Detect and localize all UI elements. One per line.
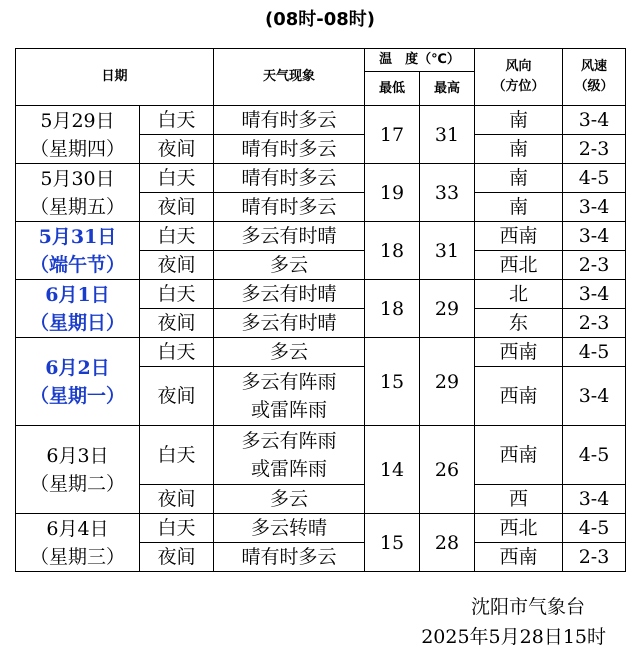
- period-cell: 夜间: [140, 135, 214, 164]
- weekday-label: （星期二）: [29, 472, 125, 495]
- weather-cell: 多云有时晴: [214, 309, 365, 338]
- period-cell: 夜间: [140, 309, 214, 338]
- weather-text-line1: 多云有阵雨: [241, 430, 337, 452]
- wind-direction-cell: 西北: [475, 514, 563, 543]
- wind-direction-cell: 南: [475, 164, 563, 193]
- weather-cell: 多云: [214, 338, 365, 367]
- temp-high-cell: 31: [420, 222, 475, 280]
- temp-low-cell: 18: [365, 222, 420, 280]
- date-label: 6月3日: [46, 444, 109, 467]
- wind-direction-cell: 西: [475, 485, 563, 514]
- period-cell: 白天: [140, 280, 214, 309]
- weather-cell: 晴有时多云: [214, 135, 365, 164]
- weekday-label: （星期日）: [29, 311, 125, 334]
- forecast-table: [15, 48, 626, 572]
- temp-high-cell: 31: [420, 106, 475, 164]
- weather-cell: 晴有时多云: [214, 543, 365, 572]
- table-row: [16, 280, 626, 309]
- temp-high-cell: 29: [420, 338, 475, 426]
- header-wind-speed-label: 风速: [581, 59, 608, 74]
- wind-speed-cell: 2-3: [563, 135, 626, 164]
- header-temp-low: 最低: [365, 72, 420, 106]
- table-row: [16, 222, 626, 251]
- temp-high-cell: 26: [420, 426, 475, 514]
- wind-speed-cell: 2-3: [563, 251, 626, 280]
- wind-speed-cell: 3-4: [563, 222, 626, 251]
- period-cell: 夜间: [140, 251, 214, 280]
- period-cell: 白天: [140, 426, 214, 485]
- date-cell: [16, 280, 140, 338]
- date-label: 5月29日: [40, 109, 115, 132]
- temp-low-cell: 18: [365, 280, 420, 338]
- issuing-office: 沈阳市气象台: [470, 596, 585, 618]
- wind-speed-cell: 3-4: [563, 106, 626, 135]
- header-weather: 天气现象: [214, 49, 365, 106]
- weather-text-line2: 或雷阵雨: [251, 458, 328, 480]
- weather-cell: 多云: [214, 251, 365, 280]
- weekday-label: （星期三）: [29, 545, 125, 568]
- temp-low-cell: 19: [365, 164, 420, 222]
- date-cell: [16, 426, 140, 514]
- period-cell: 白天: [140, 338, 214, 367]
- weather-cell: [214, 426, 365, 485]
- wind-direction-cell: 西南: [475, 543, 563, 572]
- wind-speed-cell: 2-3: [563, 309, 626, 338]
- weekday-label: （星期五）: [29, 195, 125, 218]
- wind-speed-cell: 2-3: [563, 543, 626, 572]
- wind-speed-cell: 3-4: [563, 485, 626, 514]
- date-cell: [16, 514, 140, 572]
- date-label: 6月1日: [45, 283, 110, 306]
- weather-cell: 多云有时晴: [214, 280, 365, 309]
- period-cell: 白天: [140, 222, 214, 251]
- temp-high-cell: 28: [420, 514, 475, 572]
- weather-text-line2: 或雷阵雨: [251, 399, 328, 421]
- table-row: [16, 106, 626, 135]
- temp-high-cell: 29: [420, 280, 475, 338]
- date-label: 6月2日: [45, 356, 110, 379]
- wind-speed-cell: 4-5: [563, 514, 626, 543]
- wind-direction-cell: 东: [475, 309, 563, 338]
- wind-speed-cell: 4-5: [563, 338, 626, 367]
- wind-speed-cell: 4-5: [563, 164, 626, 193]
- header-wind-direction-label: 风向: [505, 59, 532, 74]
- date-cell: [16, 338, 140, 426]
- header-wind-speed: [563, 49, 626, 106]
- temp-low-cell: 17: [365, 106, 420, 164]
- wind-direction-cell: 北: [475, 280, 563, 309]
- temp-low-cell: 14: [365, 426, 420, 514]
- header-wind-direction-unit: （方位）: [492, 79, 545, 94]
- wind-speed-cell: 3-4: [563, 280, 626, 309]
- date-label: 5月31日: [38, 225, 117, 248]
- wind-direction-cell: 南: [475, 135, 563, 164]
- date-label: 6月4日: [46, 517, 109, 540]
- period-cell: 夜间: [140, 485, 214, 514]
- temp-low-cell: 15: [365, 514, 420, 572]
- wind-direction-cell: 西南: [475, 338, 563, 367]
- wind-direction-cell: 西南: [475, 367, 563, 426]
- temp-low-cell: 15: [365, 338, 420, 426]
- temp-high-cell: 33: [420, 164, 475, 222]
- weekday-label: （星期四）: [29, 137, 125, 160]
- weekday-label: （星期一）: [29, 384, 125, 407]
- date-cell: [16, 222, 140, 280]
- date-cell: [16, 164, 140, 222]
- date-label: 5月30日: [40, 167, 115, 190]
- table-title: (08时-08时): [264, 9, 376, 30]
- header-wind-direction: [475, 49, 563, 106]
- table-row: [16, 338, 626, 367]
- weather-cell: 晴有时多云: [214, 193, 365, 222]
- period-cell: 白天: [140, 164, 214, 193]
- issue-time: 2025年5月28日15时: [421, 626, 606, 648]
- header-temp-high: 最高: [420, 72, 475, 106]
- wind-speed-cell: 3-4: [563, 193, 626, 222]
- wind-direction-cell: 西北: [475, 251, 563, 280]
- header-temperature: 温 度（℃）: [365, 49, 475, 72]
- wind-direction-cell: 南: [475, 106, 563, 135]
- header-date: 日期: [16, 49, 214, 106]
- weather-cell: [214, 367, 365, 426]
- wind-direction-cell: 南: [475, 193, 563, 222]
- date-cell: [16, 106, 140, 164]
- wind-direction-cell: 西南: [475, 222, 563, 251]
- period-cell: 夜间: [140, 543, 214, 572]
- period-cell: 夜间: [140, 193, 214, 222]
- weekday-label: （端午节）: [29, 253, 125, 276]
- weather-text-line1: 多云有阵雨: [241, 371, 337, 393]
- wind-speed-cell: 4-5: [563, 426, 626, 485]
- table-row: [16, 164, 626, 193]
- table-row: [16, 514, 626, 543]
- weather-cell: 多云转晴: [214, 514, 365, 543]
- weather-cell: 多云: [214, 485, 365, 514]
- period-cell: 白天: [140, 514, 214, 543]
- weather-cell: 晴有时多云: [214, 106, 365, 135]
- period-cell: 夜间: [140, 367, 214, 426]
- wind-speed-cell: 3-4: [563, 367, 626, 426]
- wind-direction-cell: 西南: [475, 426, 563, 485]
- header-wind-speed-unit: （级）: [574, 79, 614, 94]
- weather-cell: 多云有时晴: [214, 222, 365, 251]
- period-cell: 白天: [140, 106, 214, 135]
- table-row: [16, 426, 626, 485]
- weather-cell: 晴有时多云: [214, 164, 365, 193]
- header-row: [16, 49, 626, 72]
